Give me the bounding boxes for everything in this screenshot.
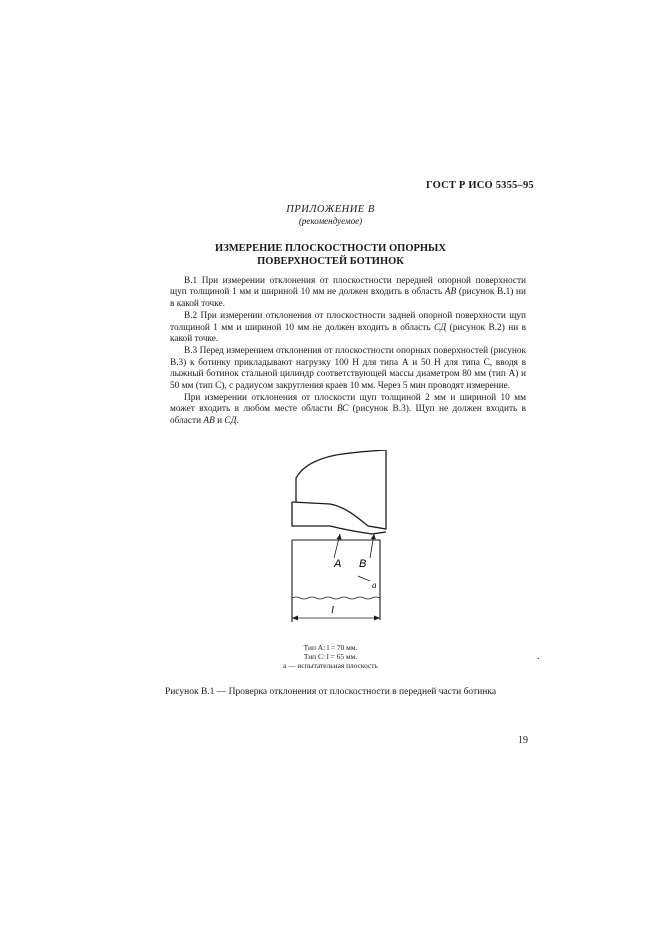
paragraph-b1 [170,276,526,310]
area-label: СД [224,415,237,426]
sole-top [292,502,386,529]
paragraph-b3 [170,346,526,392]
paragraph-text: . [236,415,239,426]
leader-test-plane [358,576,370,581]
document-code: ГОСТ Р ИСО 5355–95 [426,180,534,191]
paragraph-text: и [217,415,223,426]
arrow-head [374,616,380,621]
label-length: l [331,604,335,616]
paragraph-text: (рисунок В.2) ни в какой точке. [170,322,527,345]
area-label: АВ [203,415,215,426]
note-type-a: Тип А: l = 70 мм. [303,643,358,652]
figure-caption: Рисунок В.1 — Проверка отклонения от плоскостности в передней части ботинка [164,687,497,697]
area-label: ВС [336,404,349,415]
annex-subtitle: (рекомендуемое) [298,216,363,226]
arrow-head [292,616,298,621]
note-type-c: Тип С: l = 65 мм. [303,652,358,661]
paragraph-b4 [170,393,526,427]
paragraph-text: (рисунок В.3). Щуп не должен входить в области [170,404,527,426]
section-heading [0,242,661,268]
label-b: B [359,558,367,570]
label-a: A [334,558,342,570]
paragraph-text: В.2 При измерении отклонения от плоскостности задней опорной поверхности щуп толщиной 1 мм и шириной 10 мм не должен входить в область [170,311,526,333]
paragraph-text: В.1 При измерении отклонения от плоскостности передней опорной поверхности щуп толщиной 1 мм и шириной 10 мм не должен входить в область [170,276,526,298]
body-text [170,276,526,428]
stray-mark: . [537,651,540,662]
paragraph-text: (рисунок В.1) ни в какой точке. [170,287,526,309]
area-label: СД [434,322,447,333]
figure-notes [0,643,661,670]
annex-title: ПРИЛОЖЕНИЕ В [286,204,375,215]
paragraph-text: При измерении отклонения от плоскости щуп толщиной 2 мм и шириной 10 мм может входить в любом месте области [170,393,526,415]
boot-front-figure [286,450,396,635]
page-number: 19 [518,735,528,746]
note-test-plane: a — испытательная плоскость [283,661,378,670]
label-test-plane: a [372,580,377,590]
arrow-head [371,534,376,539]
section-heading-line1: ИЗМЕРЕНИЕ ПЛОСКОСТНОСТИ ОПОРНЫХ [215,243,446,254]
break-line [292,597,380,599]
paragraph-b2 [170,311,526,345]
paragraph-text: В.3 Перед измерением отклонения от плоскостности опорных поверхностей (рисунок В.3) к ботинку прикладывают нагрузку 100 Н для типа А и 50 Н для типа С, вводя в лыжный ботинок стальной цилиндр соответствующей массы диаметром 80 мм (тип А) и 50 мм (тип С), с радиусом закругления краев 10 мм. Через 5 мин проводят измерение. [170,346,526,391]
arrow-head [337,534,342,540]
section-heading-line2: ПОВЕРХНОСТЕЙ БОТИНОК [257,256,404,267]
area-label: АВ [444,287,457,298]
